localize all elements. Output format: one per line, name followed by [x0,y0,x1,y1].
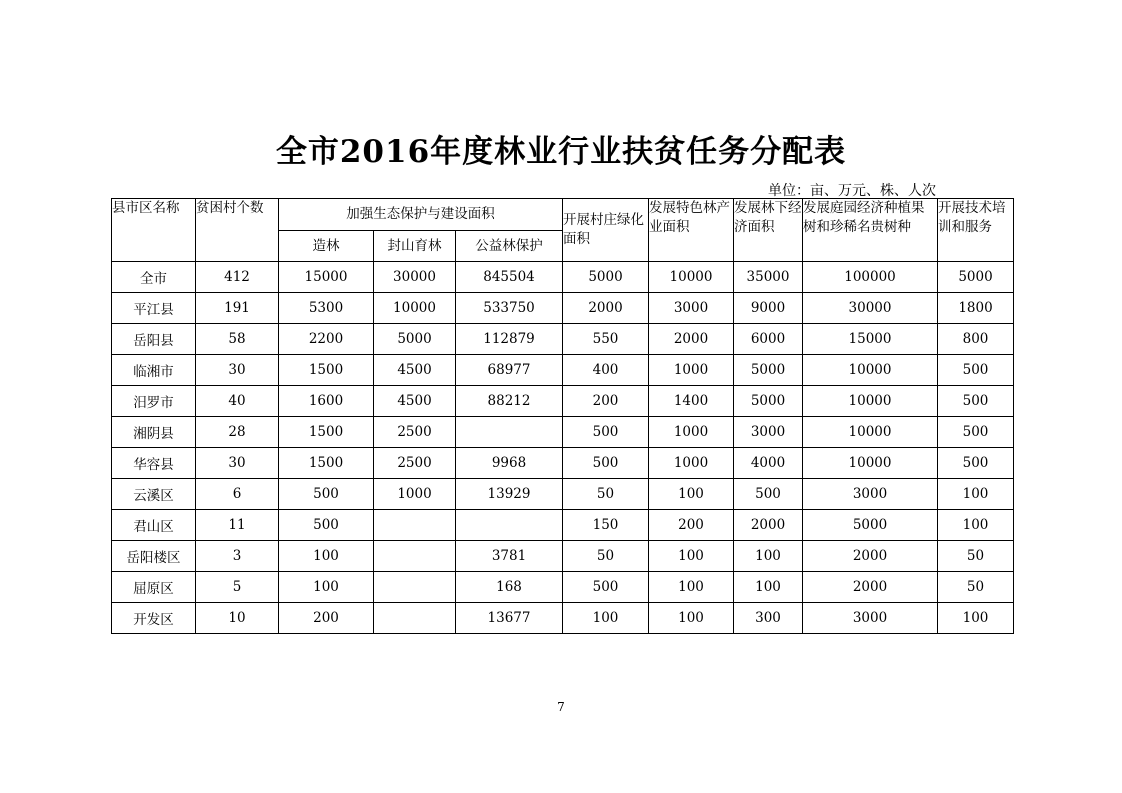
afforest-cell: 1500 [279,417,374,448]
header-eco-group: 加强生态保护与建设面积 [279,199,563,231]
closed-forest-cell [374,572,456,603]
header-villages: 贫困村个数 [196,199,279,262]
header-courtyard: 发展庭园经济种植果树和珍稀名贵树种 [803,199,938,262]
county-cell: 湘阴县 [112,417,196,448]
training-cell: 100 [938,479,1014,510]
county-cell: 开发区 [112,603,196,634]
public-forest-cell: 3781 [456,541,563,572]
courtyard-econ-cell: 2000 [803,572,938,603]
public-forest-cell: 88212 [456,386,563,417]
courtyard-econ-cell: 10000 [803,417,938,448]
courtyard-econ-cell: 100000 [803,262,938,293]
closed-forest-cell: 5000 [374,324,456,355]
table-row [112,541,1014,572]
villages-cell: 40 [196,386,279,417]
table-row [112,603,1014,634]
training-cell: 50 [938,572,1014,603]
forest-econ-cell: 5000 [734,386,803,417]
county-cell: 君山区 [112,510,196,541]
document-title: 全市2016年度林业行业扶贫任务分配表 [275,134,847,170]
header-industry: 发展特色林产业面积 [649,199,734,262]
training-cell: 100 [938,603,1014,634]
county-cell: 平江县 [112,293,196,324]
industry-area-cell: 100 [649,541,734,572]
villages-cell: 191 [196,293,279,324]
courtyard-econ-cell: 3000 [803,479,938,510]
villages-cell: 28 [196,417,279,448]
closed-forest-cell: 30000 [374,262,456,293]
forest-econ-cell: 100 [734,572,803,603]
forest-econ-cell: 5000 [734,355,803,386]
courtyard-econ-cell: 3000 [803,603,938,634]
villages-cell: 30 [196,355,279,386]
training-cell: 5000 [938,262,1014,293]
villages-cell: 5 [196,572,279,603]
allocation-table [111,198,1014,634]
afforest-cell: 2200 [279,324,374,355]
green-area-cell: 50 [563,479,649,510]
afforest-cell: 100 [279,541,374,572]
afforest-cell: 500 [279,510,374,541]
forest-econ-cell: 3000 [734,417,803,448]
forest-econ-cell: 35000 [734,262,803,293]
table-row [112,510,1014,541]
green-area-cell: 500 [563,417,649,448]
county-cell: 岳阳楼区 [112,541,196,572]
green-area-cell: 200 [563,386,649,417]
courtyard-econ-cell: 2000 [803,541,938,572]
county-cell: 云溪区 [112,479,196,510]
county-cell: 汨罗市 [112,386,196,417]
industry-area-cell: 1000 [649,355,734,386]
header-green: 开展村庄绿化面积 [563,199,649,262]
table-row [112,262,1014,293]
courtyard-econ-cell: 10000 [803,386,938,417]
closed-forest-cell [374,541,456,572]
villages-cell: 3 [196,541,279,572]
forest-econ-cell: 2000 [734,510,803,541]
industry-area-cell: 10000 [649,262,734,293]
courtyard-econ-cell: 5000 [803,510,938,541]
green-area-cell: 5000 [563,262,649,293]
closed-forest-cell: 4500 [374,386,456,417]
afforest-cell: 1600 [279,386,374,417]
table-row [112,572,1014,603]
training-cell: 500 [938,448,1014,479]
closed-forest-cell [374,603,456,634]
table-row [112,355,1014,386]
courtyard-econ-cell: 15000 [803,324,938,355]
county-cell: 临湘市 [112,355,196,386]
training-cell: 500 [938,355,1014,386]
afforest-cell: 1500 [279,448,374,479]
green-area-cell: 550 [563,324,649,355]
closed-forest-cell: 1000 [374,479,456,510]
table-row [112,386,1014,417]
public-forest-cell [456,510,563,541]
header-closed: 封山育林 [374,231,456,262]
villages-cell: 30 [196,448,279,479]
forest-econ-cell: 100 [734,541,803,572]
training-cell: 1800 [938,293,1014,324]
industry-area-cell: 100 [649,572,734,603]
table-body [112,262,1014,634]
green-area-cell: 150 [563,510,649,541]
closed-forest-cell: 2500 [374,448,456,479]
forest-econ-cell: 300 [734,603,803,634]
green-area-cell: 400 [563,355,649,386]
villages-cell: 58 [196,324,279,355]
public-forest-cell: 68977 [456,355,563,386]
forest-econ-cell: 6000 [734,324,803,355]
public-forest-cell: 533750 [456,293,563,324]
afforest-cell: 200 [279,603,374,634]
closed-forest-cell: 4500 [374,355,456,386]
industry-area-cell: 1400 [649,386,734,417]
header-forest-econ: 发展林下经济面积 [734,199,803,262]
county-cell: 岳阳县 [112,324,196,355]
afforest-cell: 15000 [279,262,374,293]
public-forest-cell: 13677 [456,603,563,634]
training-cell: 800 [938,324,1014,355]
villages-cell: 11 [196,510,279,541]
industry-area-cell: 3000 [649,293,734,324]
green-area-cell: 500 [563,448,649,479]
forest-econ-cell: 4000 [734,448,803,479]
header-row-1 [112,199,1014,231]
green-area-cell: 100 [563,603,649,634]
public-forest-cell: 845504 [456,262,563,293]
green-area-cell: 2000 [563,293,649,324]
public-forest-cell: 9968 [456,448,563,479]
header-training: 开展技术培训和服务 [938,199,1014,262]
header-county: 县市区名称 [112,199,196,262]
public-forest-cell [456,417,563,448]
industry-area-cell: 2000 [649,324,734,355]
forest-econ-cell: 9000 [734,293,803,324]
afforest-cell: 100 [279,572,374,603]
courtyard-econ-cell: 10000 [803,448,938,479]
county-cell: 华容县 [112,448,196,479]
table-row [112,417,1014,448]
closed-forest-cell: 10000 [374,293,456,324]
courtyard-econ-cell: 10000 [803,355,938,386]
afforest-cell: 5300 [279,293,374,324]
courtyard-econ-cell: 30000 [803,293,938,324]
header-afforest: 造林 [279,231,374,262]
public-forest-cell: 112879 [456,324,563,355]
afforest-cell: 1500 [279,355,374,386]
training-cell: 50 [938,541,1014,572]
green-area-cell: 500 [563,572,649,603]
training-cell: 500 [938,417,1014,448]
unit-note: 单位：亩、万元、株、人次 [768,183,936,199]
industry-area-cell: 1000 [649,448,734,479]
page-number: 7 [557,700,565,714]
green-area-cell: 50 [563,541,649,572]
afforest-cell: 500 [279,479,374,510]
table-row [112,324,1014,355]
public-forest-cell: 13929 [456,479,563,510]
county-cell: 屈原区 [112,572,196,603]
county-cell: 全市 [112,262,196,293]
villages-cell: 6 [196,479,279,510]
table-row [112,479,1014,510]
table-row [112,293,1014,324]
industry-area-cell: 100 [649,479,734,510]
training-cell: 500 [938,386,1014,417]
training-cell: 100 [938,510,1014,541]
closed-forest-cell [374,510,456,541]
villages-cell: 412 [196,262,279,293]
industry-area-cell: 1000 [649,417,734,448]
table-row [112,448,1014,479]
forest-econ-cell: 500 [734,479,803,510]
closed-forest-cell: 2500 [374,417,456,448]
industry-area-cell: 100 [649,603,734,634]
villages-cell: 10 [196,603,279,634]
header-public: 公益林保护 [456,231,563,262]
industry-area-cell: 200 [649,510,734,541]
public-forest-cell: 168 [456,572,563,603]
